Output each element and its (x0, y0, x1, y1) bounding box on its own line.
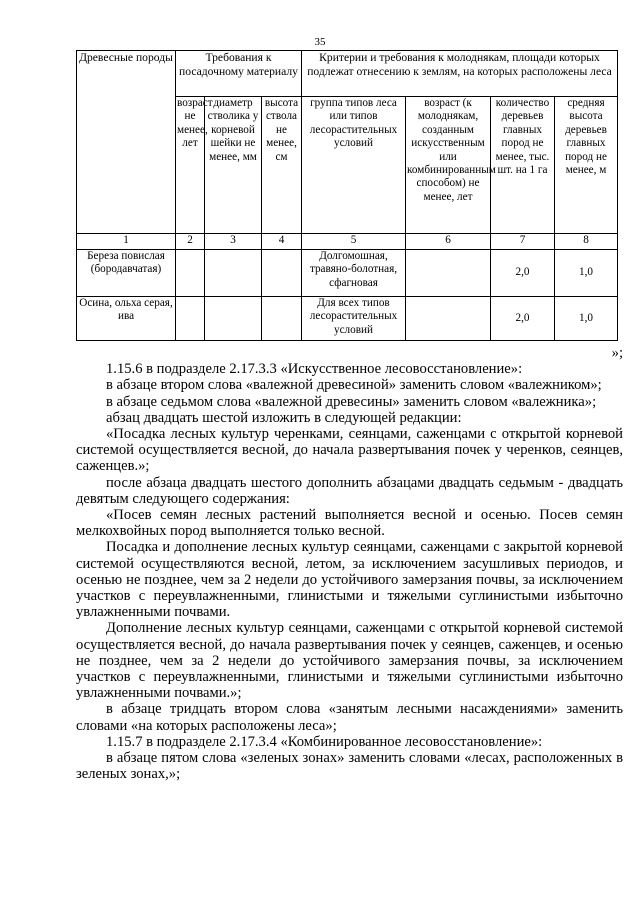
header-species: Древесные породы (77, 51, 176, 234)
column-number: 6 (406, 234, 491, 250)
subheader-young-age: возраст (к молоднякам, созданным искусственным или комбинированным способом) не менее, лет (406, 97, 491, 234)
paragraph: в абзаце тридцать втором слова «занятым лесными насаждениями» заменить словами «на которых расположены леса»; (76, 701, 623, 734)
table-cell (262, 297, 302, 341)
column-number: 8 (555, 234, 618, 250)
page-number: 35 (314, 36, 326, 48)
column-number: 4 (262, 234, 302, 250)
header-criteria: Критерии и требования к молоднякам, площади которых подлежат отнесению к землям, на которых расположены леса (302, 51, 618, 97)
paragraph: в абзаце пятом слова «зеленых зонах» заменить словами «лесах, расположенных в зеленых зонах,»; (76, 750, 623, 783)
subheader-forest-type: группа типов леса или типов лесорастительных условий (302, 97, 406, 234)
column-number: 2 (176, 234, 205, 250)
subheader-height: высота ствола не менее, см (262, 97, 302, 234)
species-cell: Береза повислая (бородавчатая) (77, 250, 176, 297)
table-cell (205, 250, 262, 297)
paragraph: «Посев семян лесных растений выполняется весной и осенью. Посев семян мелкохвойных пород выполняется только весной. (76, 507, 623, 540)
table-cell (205, 297, 262, 341)
table-cell (406, 297, 491, 341)
table-row (77, 250, 618, 297)
paragraph: 1.15.7 в подразделе 2.17.3.4 «Комбинированное лесовосстановление»: (106, 733, 543, 750)
requirements-table (76, 50, 618, 341)
column-number: 1 (77, 234, 176, 250)
paragraph: в абзаце втором слова «валежной древесиной» заменить словом «валежником»; (106, 377, 602, 394)
paragraph: Посадка и дополнение лесных культур сеянцами, саженцами с закрытой корневой системой осуществляются весной, летом, за исключением засушливых периодов, и осенью не позднее, чем за 2 недели до устойчивого замерзания почвы, за исключением участков с переувлажненными, глинистыми и тяжелыми суглинистыми избыточно увлажненными почвами. (76, 539, 623, 621)
header-planting-material: Требования к посадочному материалу (176, 51, 302, 97)
table-cell (176, 297, 205, 341)
table-cell (406, 250, 491, 297)
tree-count-cell: 2,0 (491, 297, 555, 341)
paragraph: Дополнение лесных культур сеянцами, саженцами с открытой корневой системой осуществляется весной, до начала развертывания почек у сеянцев, саженцев, и осенью не позднее, чем за 2 недели до устойчивого замерзания почвы, за исключением участков с переувлажненными, глинистыми и тяжелыми суглинистыми избыточно увлажненными почвами.»; (76, 620, 623, 702)
column-number: 7 (491, 234, 555, 250)
avg-height-cell: 1,0 (555, 250, 618, 297)
table-cell (262, 250, 302, 297)
subheader-avg-height: средняя высота деревьев главных пород не менее, м (555, 97, 618, 234)
species-cell: Осина, ольха серая, ива (77, 297, 176, 341)
amendment-text (76, 345, 623, 782)
paragraph: «Посадка лесных культур черенками, сеянцами, саженцами с открытой корневой системой осуществляется весной, до начала развертывания почек у черенков, сеянцев, саженцев.»; (76, 426, 623, 475)
paragraph: 1.15.6 в подразделе 2.17.3.3 «Искусственное лесовосстановление»: (106, 361, 523, 378)
table-row (77, 297, 618, 341)
subheader-tree-count: количество деревьев главных пород не менее, тыс. шт. на 1 га (491, 97, 555, 234)
table-cell (176, 250, 205, 297)
forest-type-cell: Для всех типов лесорастительных условий (302, 297, 406, 341)
tree-count-cell: 2,0 (491, 250, 555, 297)
closing-quote: »; (611, 345, 623, 361)
paragraph: после абзаца двадцать шестого дополнить абзацами двадцать седьмым - двадцать девятым следующего содержания: (76, 474, 623, 507)
forest-type-cell: Долгомошная, травяно-болотная, сфагновая (302, 250, 406, 297)
subheader-age: возраст не менее, лет (176, 97, 205, 234)
paragraph: в абзаце седьмом слова «валежной древесины» заменить словом «валежника»; (106, 393, 597, 410)
avg-height-cell: 1,0 (555, 297, 618, 341)
subheader-diameter: диаметр стволика у корневой шейки не менее, мм (205, 97, 262, 234)
paragraph: абзац двадцать шестой изложить в следующей редакции: (106, 409, 462, 426)
column-number: 3 (205, 234, 262, 250)
column-number: 5 (302, 234, 406, 250)
